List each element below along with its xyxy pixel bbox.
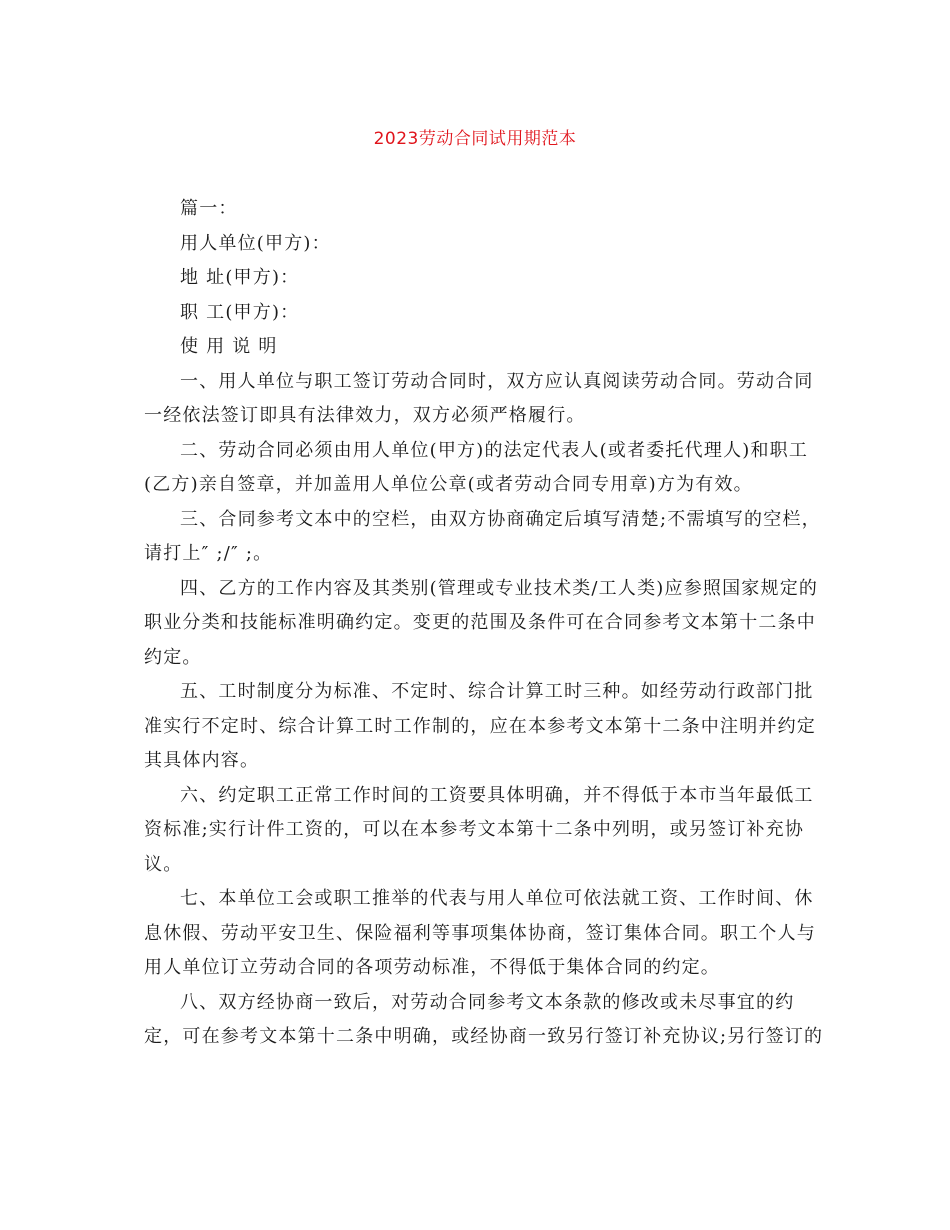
paragraph-line: 请打上″ ;/″ ;。 — [144, 543, 273, 564]
address-field: 地 址(甲方)： — [180, 267, 300, 288]
paragraph-line: 定，可在参考文本第十二条中明确，或经协商一致另行签订补充协议;另行签订的 — [144, 1026, 824, 1047]
document-body — [144, 192, 824, 1055]
paragraph-line: 约定。 — [144, 646, 202, 668]
paragraph-line: 其具体内容。 — [144, 750, 260, 771]
section-heading: 篇一： — [180, 198, 238, 219]
paragraph-line: 一经依法签订即具有法律效力，双方必须严格履行。 — [144, 405, 586, 426]
paragraph-line: 职业分类和技能标准明确约定。变更的范围及条件可在合同参考文本第十二条中 — [144, 612, 816, 633]
paragraph-line: 七、本单位工会或职工推举的代表与用人单位可依法就工资、工作时间、休 — [180, 888, 814, 909]
paragraph-line: 六、约定职工正常工作时间的工资要具体明确，并不得低于本市当年最低工 — [180, 784, 814, 806]
paragraph-line: 资标准;实行计件工资的，可以在本参考文本第十二条中列明，或另签订补充协 — [144, 819, 805, 840]
employer-field: 用人单位(甲方)： — [180, 232, 331, 254]
paragraph-line: 议。 — [144, 853, 183, 875]
paragraph-line: 用人单位订立劳动合同的各项劳动标准，不得低于集体合同的约定。 — [144, 957, 720, 978]
document-title: 2023劳动合同试用期范本 — [373, 129, 577, 149]
paragraph-line: 五、工时制度分为标准、不定时、综合计算工时三种。如经劳动行政部门批 — [180, 681, 814, 702]
paragraph-line: 四、乙方的工作内容及其类别(管理或专业技术类/工人类)应参照国家规定的 — [180, 577, 819, 599]
paragraph-line: 八、双方经协商一致后，对劳动合同参考文本条款的修改或未尽事宜的约 — [180, 991, 795, 1013]
paragraph-line: 三、合同参考文本中的空栏，由双方协商确定后填写清楚;不需填写的空栏， — [180, 508, 821, 530]
paragraph-line: 一、用人单位与职工签订劳动合同时，双方应认真阅读劳动合同。劳动合同 — [180, 370, 814, 392]
paragraph-line: 准实行不定时、综合计算工时工作制的，应在本参考文本第十二条中注明并约定 — [144, 715, 816, 737]
paragraph-line: 二、劳动合同必须由用人单位(甲方)的法定代表人(或者委托代理人)和职工 — [180, 439, 809, 461]
paragraph-line: 息休假、劳动平安卫生、保险福利等事项集体协商，签订集体合同。职工个人与 — [144, 922, 816, 944]
instructions-heading: 使 用 说 明 — [180, 336, 278, 357]
paragraph-line: (乙方)亲自签章，并加盖用人单位公章(或者劳动合同专用章)方为有效。 — [144, 474, 753, 495]
employee-field: 职 工(甲方)： — [180, 301, 300, 323]
